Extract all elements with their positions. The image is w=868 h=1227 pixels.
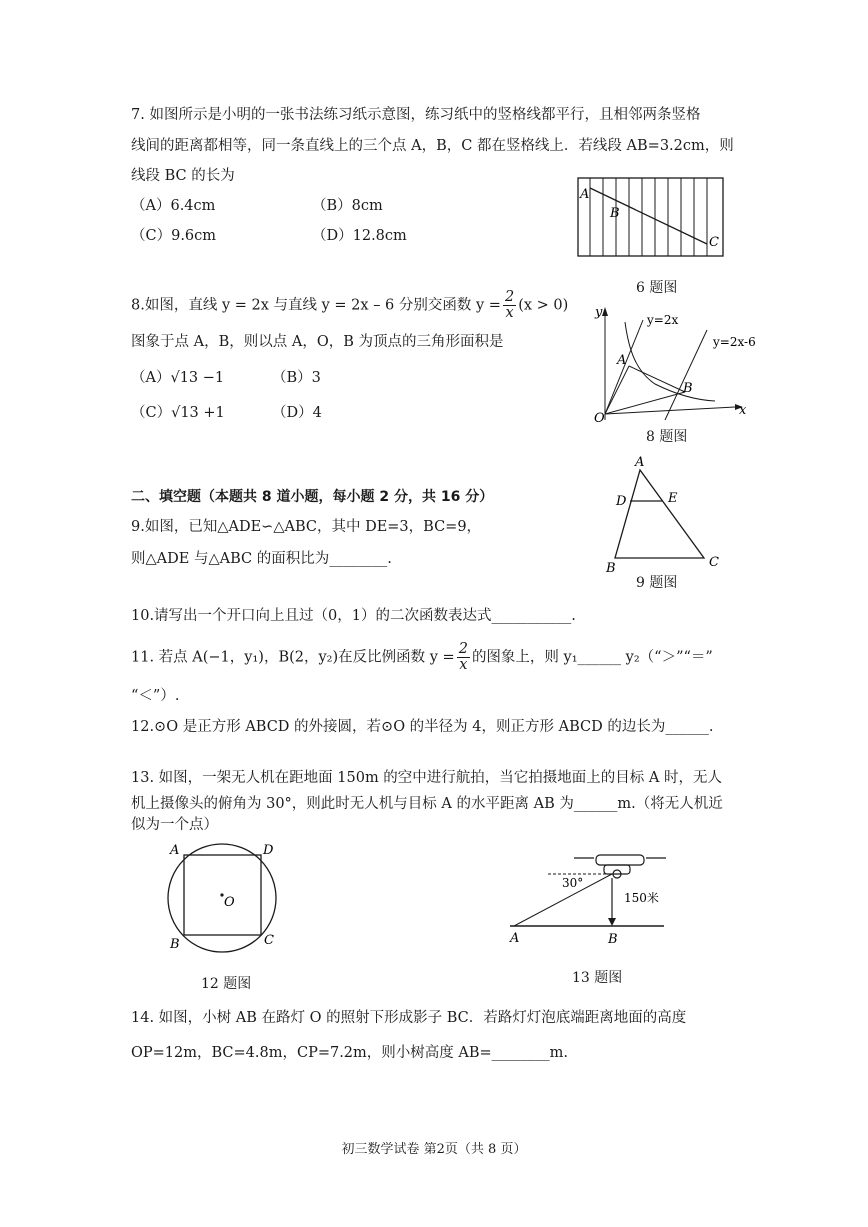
q8-option-d: （D）4 [272,405,322,421]
q14-text-line2: OP=12m，BC=4.8m，CP=7.2m，则小树高度 AB=________m. [131,1045,569,1061]
q13-label-height: 150米 [624,891,659,905]
page-footer: 初三数学试卷 第2页（共 8 页） [341,1142,527,1157]
q8-label-x: x [739,403,747,418]
q7-label-c: C [709,235,719,250]
q7-option-a: （A）6.4cm [131,198,216,214]
q12-label-o: O [224,895,235,910]
q9-figure-caption: 9 题图 [636,575,678,591]
q7-figure-caption: 6 题图 [636,280,678,296]
q8-label-line2: y=2x-6 [713,335,756,349]
q9-text-line1: 9.如图，已知△ADE∽△ABC，其中 DE=3，BC=9， [131,519,482,535]
q12-label-a: A [170,843,180,858]
q12-figure [160,838,290,960]
q12-figure-caption: 12 题图 [201,976,252,992]
q12-text: 12.⊙O 是正方形 ABCD 的外接圆，若⊙O 的半径为 4，则正方形 ABCD 的边长为______. [131,719,714,735]
q8-label-a: A [617,353,627,368]
q9-label-d: D [616,494,627,509]
q8-line1-start: 8.如图，直线 y = 2x 与直线 y = 2x – 6 分别交函数 y = [131,297,501,314]
q7-label-b: B [610,206,620,221]
q9-label-e: E [668,491,678,506]
q11-text-line1 [131,642,713,673]
q7-option-b: （B）8cm [312,198,383,214]
q8-frac-num: 2 [504,289,515,305]
q9-label-b: B [606,561,616,574]
q7-option-d: （D）12.8cm [312,228,407,244]
drone-icon [574,855,666,878]
q7-option-c: （C）9.6cm [131,228,217,244]
q12-label-b: B [170,937,180,952]
q13-label-angle: 30° [562,876,584,890]
q7-text-line3: 线段 BC 的长为 [131,168,235,184]
section-heading: 二、填空题（本题共 8 道小题，每小题 2 分，共 16 分） [131,489,494,505]
q7-text-line2: 线间的距离都相等，同一条直线上的三个点 A，B，C 都在竖格线上．若线段 AB=3.2cm，则 [131,138,734,154]
q13-label-b: B [608,932,618,946]
q9-label-c: C [709,555,719,570]
q8-figure-caption: 8 题图 [646,429,688,445]
q7-figure [570,172,730,258]
q11-fraction [457,642,470,673]
q11-line1-start: 11. 若点 A(−1，y₁)，B(2，y₂)在反比例函数 y = [131,649,455,666]
q9-text-line2: 则△ADE 与△ABC 的面积比为________. [131,551,392,567]
q13-label-a: A [510,931,520,946]
q13-figure-caption: 13 题图 [572,970,623,986]
q12-label-c: C [264,933,274,948]
q8-label-o: O [594,411,605,426]
q8-option-b: （B）3 [272,370,321,386]
q13-text-line2: 机上摄像头的俯角为 30°，则此时无人机与目标 A 的水平距离 AB 为______m.（将无人机近 [131,796,723,812]
q8-text-line1 [131,290,568,321]
q13-text-line1: 13. 如图，一架无人机在距地面 150m 的空中进行航拍，当它拍摄地面上的目标 A 时，无人 [131,770,722,786]
q9-label-a: A [635,455,645,470]
q8-label-line1: y=2x [647,313,679,327]
q9-figure [598,450,728,574]
q13-figure [500,846,680,946]
q8-text-line2: 图象于点 A，B，则以点 A，O，B 为顶点的三角形面积是 [131,334,504,350]
q8-frac-den: x [505,305,514,321]
q12-label-d: D [263,843,274,858]
q13-text-line3: 似为一个点） [131,817,218,833]
q7-label-a: A [580,187,590,202]
q7-text-line1: 7. 如图所示是小明的一张书法练习纸示意图，练习纸中的竖格线都平行，且相邻两条竖格 [131,107,701,123]
q8-line1-end: (x > 0) [518,297,569,314]
q11-line1-end: 的图象上，则 y₁______ y₂（“＞”“＝” [471,649,713,666]
q11-frac-num: 2 [458,641,468,657]
q14-text-line1: 14. 如图，小树 AB 在路灯 O 的照射下形成影子 BC．若路灯灯泡底端距离地面的高度 [131,1010,687,1026]
q8-label-y: y [595,305,603,320]
q11-text-line2: “＜”）. [131,688,180,704]
q10-text: 10.请写出一个开口向上且过（0，1）的二次函数表达式___________. [131,608,576,624]
q8-option-c: （C）√13 +1 [131,405,225,421]
q11-frac-den: x [459,657,468,673]
q8-label-b: B [683,381,693,396]
q8-option-a: （A）√13 −1 [131,370,225,386]
q8-figure [585,302,765,426]
q8-fraction [503,290,516,321]
